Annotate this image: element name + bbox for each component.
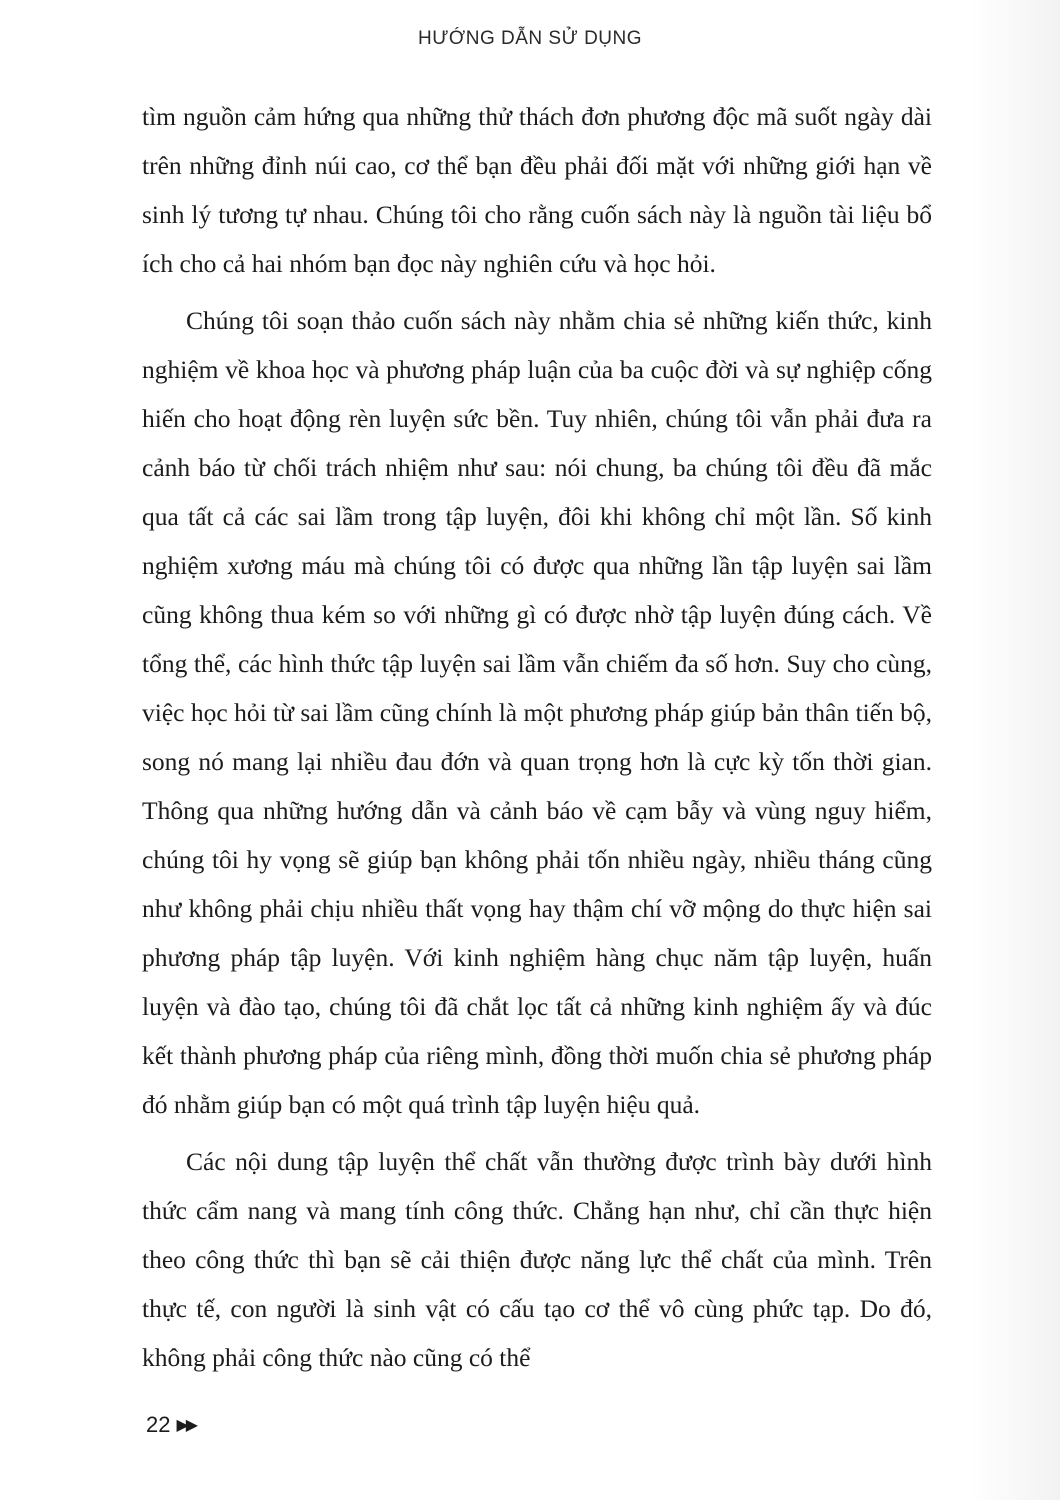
running-head: HƯỚNG DẪN SỬ DỤNG — [417, 28, 643, 49]
page-number: 22 — [146, 1412, 171, 1437]
paragraph: Chúng tôi soạn thảo cuốn sách này nhằm chia sẻ những kiến thức, kinh nghiệm về khoa học và phương pháp luận của ba cuộc đời và sự nghiệp cống hiến cho hoạt động rèn luyện sức bền. Tuy nhiên, chúng tôi vẫn phải đưa ra cảnh báo từ chối trách nhiệm như sau: nói chung, ba chúng tôi đều đã mắc qua tất cả các sai lầm trong tập luyện, đôi khi không chỉ một lần. Số kinh nghiệm xương máu mà chúng tôi có được qua những lần tập luyện sai lầm cũng không thua kém so với những gì có được nhờ tập luyện đúng cách. Về tổng thể, các hình thức tập luyện sai lầm vẫn chiếm đa số hơn. Suy cho cùng, việc học hỏi từ sai lầm cũng chính là một phương pháp giúp bản thân tiến bộ, song nó mang lại nhiều đau đớn và quan trọng hơn là cực kỳ tốn thời gian. Thông qua những hướng dẫn và cảnh báo về cạm bẫy và vùng nguy hiểm, chúng tôi hy vọng sẽ giúp bạn không phải tốn nhiều ngày, nhiều tháng cũng như không phải chịu nhiều thất vọng hay thậm chí vỡ mộng do thực hiện sai phương pháp tập luyện. Với kinh nghiệm hàng chục năm tập luyện, huấn luyện và đào tạo, chúng tôi đã chắt lọc tất cả những kinh nghiệm ấy và đúc kết thành phương pháp của riêng mình, đồng thời muốn chia sẻ phương pháp đó nhằm giúp bạn có một quá trình tập luyện hiệu quả. — [142, 306, 932, 1119]
page-content — [142, 92, 932, 1390]
page-footer — [146, 1412, 195, 1438]
double-arrow-icon: ▶▶ — [176, 1417, 196, 1434]
paragraph: Các nội dung tập luyện thể chất vẫn thường được trình bày dưới hình thức cẩm nang và mang tính công thức. Chẳng hạn như, chỉ cần thực hiện theo công thức thì bạn sẽ cải thiện được năng lực thể chất của mình. Trên thực tế, con người là sinh vật có cấu tạo cơ thể vô cùng phức tạp. Do đó, không phải công thức nào cũng có thể — [142, 1147, 932, 1372]
paragraph: tìm nguồn cảm hứng qua những thử thách đơn phương độc mã suốt ngày dài trên những đỉnh núi cao, cơ thể bạn đều phải đối mặt với những giới hạn về sinh lý tương tự nhau. Chúng tôi cho rằng cuốn sách này là nguồn tài liệu bổ ích cho cả hai nhóm bạn đọc này nghiên cứu và học hỏi. — [142, 102, 932, 278]
